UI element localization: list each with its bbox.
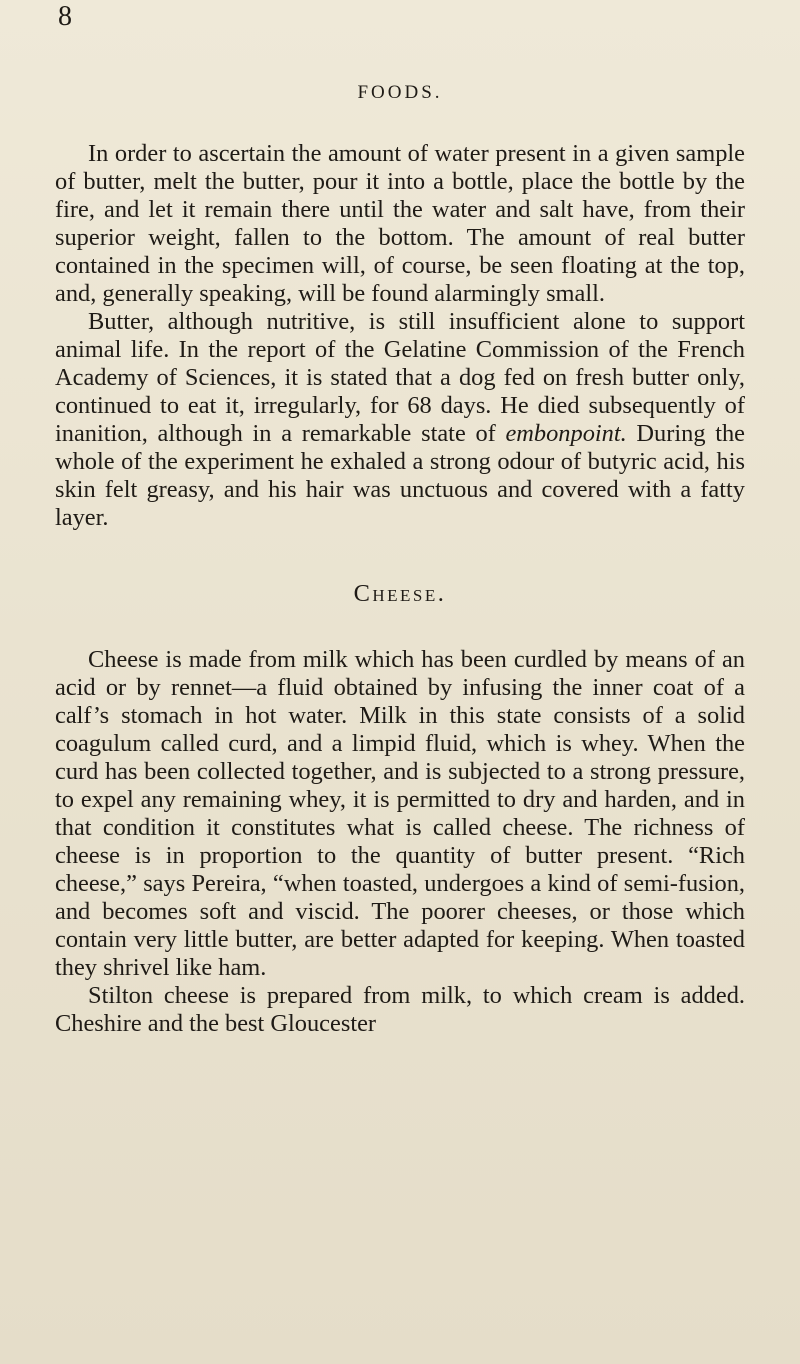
butter-paragraph-2-text-a: Butter, although nutritive, is still insufficient alone to support animal life. In the report of the Gelatine Commission of the French Academy of Sciences, it is stated that a dog fed on fresh butter only, continued to eat it, irregularly, for 68 days. He died subsequently of inanition, although in a remarkable state of	[55, 308, 745, 447]
cheese-heading: Cheese.	[353, 580, 447, 607]
page-body	[55, 140, 745, 1038]
butter-paragraph-2	[55, 308, 745, 532]
embonpoint-term: embonpoint.	[505, 420, 627, 447]
running-head: FOODS.	[357, 82, 443, 103]
butter-paragraph-1: In order to ascertain the amount of water present in a given sample of butter, melt the butter, pour it into a bottle, place the bottle by the fire, and let it remain there until the water and salt have, from their superior weight, fallen to the bottom. The amount of real butter contained in the specimen will, of course, be seen floating at the top, and, generally speaking, will be found alarmingly small.	[55, 140, 745, 307]
butter-paragraph-2-text-b: During the whole of the experiment he exhaled a strong odour of butyric acid, his skin felt greasy, and his hair was unctuous and covered with a fatty layer.	[55, 420, 745, 531]
cheese-paragraph-1: Cheese is made from milk which has been curdled by means of an acid or by rennet—a fluid obtained by infusing the inner coat of a calf’s stomach in hot water. Milk in this state consists of a solid coagulum called curd, and a limpid fluid, which is whey. When the curd has been collected together, and is subjected to a strong pressure, to expel any remaining whey, it is permitted to dry and harden, and in that condition it constitutes what is called cheese. The richness of cheese is in proportion to the quantity of butter present. “Rich cheese,” says Pereira, “when toasted, undergoes a kind of semi-fusion, and becomes soft and viscid. The poorer cheeses, or those which contain very little butter, are better adapted for keeping. When toasted they shrivel like ham.	[55, 646, 745, 981]
page-number: 8	[58, 1, 72, 32]
cheese-paragraph-2: Stilton cheese is prepared from milk, to which cream is added. Cheshire and the best Gloucester	[55, 982, 745, 1037]
